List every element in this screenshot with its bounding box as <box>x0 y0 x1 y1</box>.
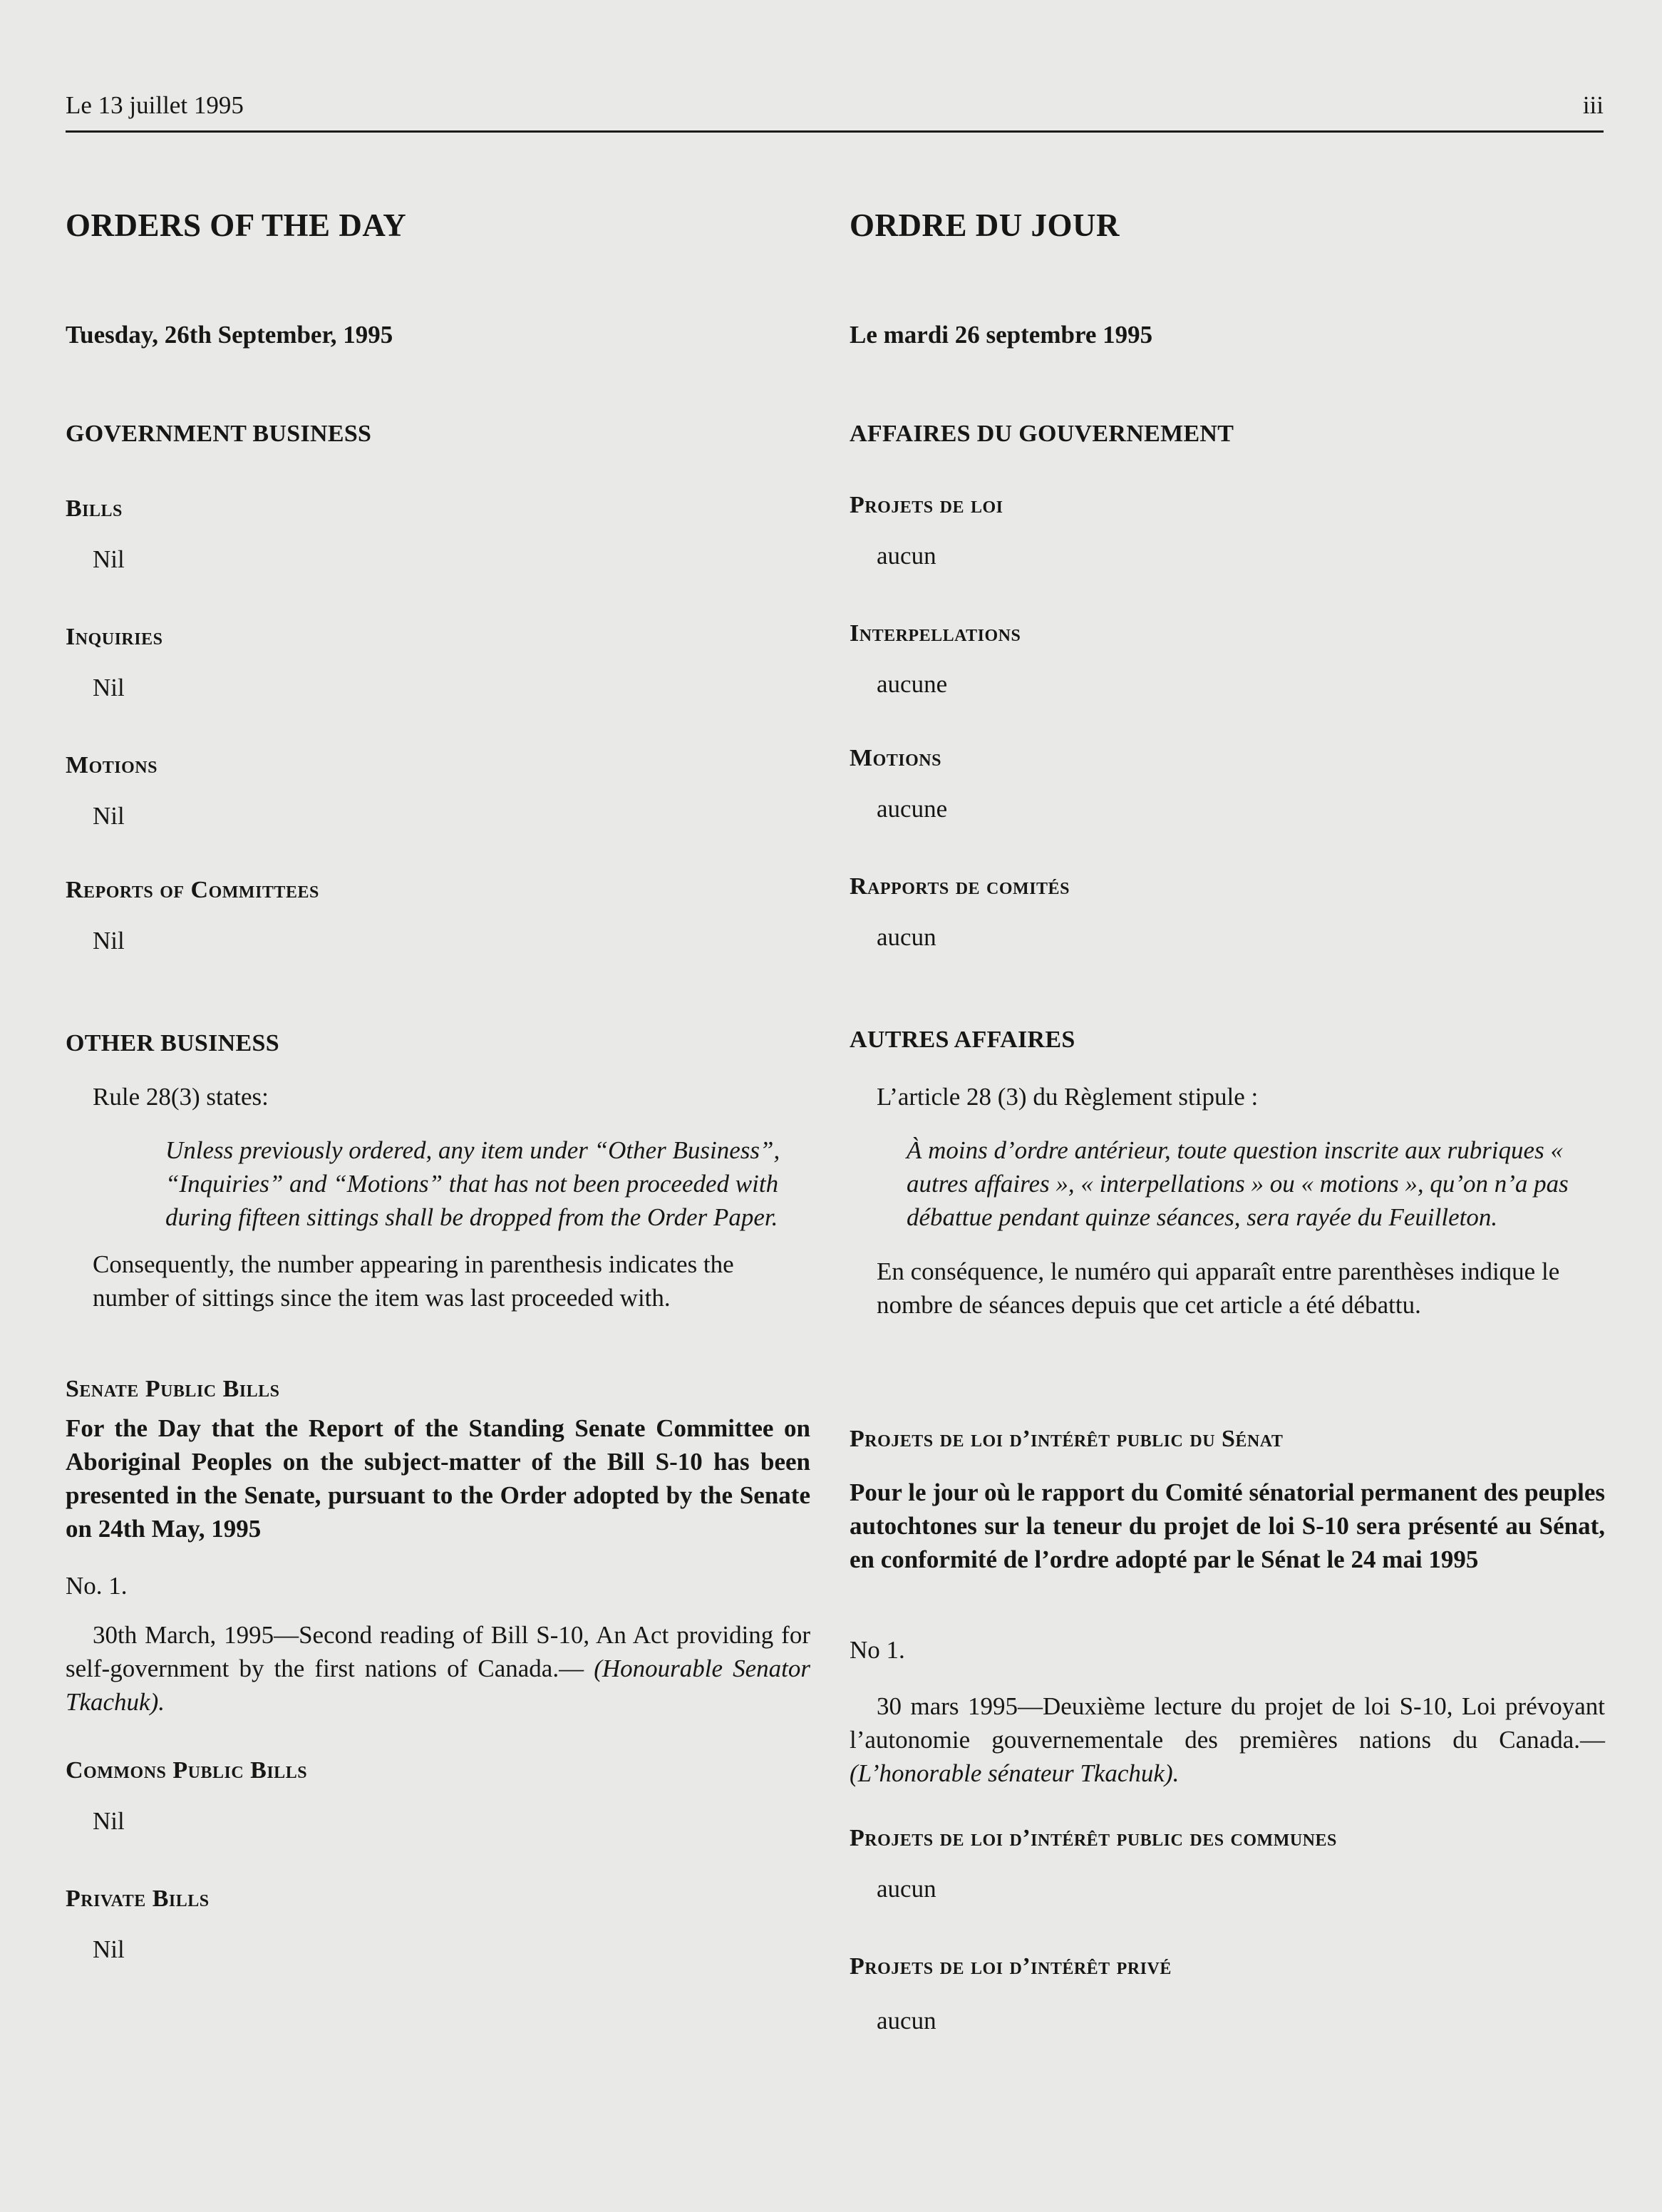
rule-quote-fr: À moins d’ordre antérieur, toute question inscrite aux rubriques « autres affaires », « interpellations » ou « motions », qu’on n’a pas débattue pendant quinze séances, sera rayée du Feuilleton. <box>907 1136 1569 1231</box>
bills-heading: Bills <box>66 495 123 522</box>
government-business-heading-fr: AFFAIRES DU GOUVERNEMENT <box>850 421 1234 447</box>
page-title: ORDERS OF THE DAY <box>66 207 407 243</box>
sitting-date: Tuesday, 26th September, 1995 <box>66 321 393 349</box>
bills-heading-fr: Projets de loi <box>850 492 1003 518</box>
commons-public-bills-heading-fr: Projets de loi d’intérêt public des communes <box>850 1825 1337 1851</box>
page-number: iii <box>1582 91 1604 119</box>
inquiries-heading: Inquiries <box>66 624 163 650</box>
rule-intro-fr: L’article 28 (3) du Règlement stipule : <box>877 1083 1259 1111</box>
motions-value-fr: aucune <box>877 795 948 823</box>
item-sponsor: (Honourable Senator Tkachuk). <box>66 1655 810 1716</box>
inquiries-value-fr: aucune <box>877 670 948 698</box>
item-text-fr <box>850 1689 1605 1790</box>
private-bills-heading: Private Bills <box>66 1886 210 1912</box>
page-title-fr: ORDRE DU JOUR <box>850 207 1120 243</box>
government-business-heading: GOVERNMENT BUSINESS <box>66 421 372 447</box>
item-sponsor-fr: (L’honorable sénateur Tkachuk). <box>850 1759 1180 1787</box>
item-number-fr: No 1. <box>850 1636 905 1664</box>
commons-public-bills-value-fr: aucun <box>877 1875 936 1903</box>
other-business-heading: OTHER BUSINESS <box>66 1030 279 1056</box>
private-bills-value: Nil <box>93 1935 125 1963</box>
senate-public-bills-heading-fr: Projets de loi d’intérêt public du Sénat <box>850 1426 1284 1452</box>
motions-heading-fr: Motions <box>850 745 941 771</box>
rule-intro: Rule 28(3) states: <box>93 1083 269 1111</box>
order-text-fr: Pour le jour où le rapport du Comité sénatorial permanent des peuples autochtones sur la teneur du projet de loi S-10 sera présenté au Sénat, en conformité de l’ordre adopté par le Sénat le 24 mai 1995 <box>850 1478 1605 1573</box>
bills-value: Nil <box>93 545 125 573</box>
rule-quote: Unless previously ordered, any item under “Other Business”, “Inquiries” and “Motions” that has not been proceeded with during fifteen sittings shall be dropped from the Order Paper. <box>165 1136 780 1231</box>
motions-heading: Motions <box>66 752 158 778</box>
other-business-heading-fr: AUTRES AFFAIRES <box>850 1027 1075 1053</box>
reports-value-fr: aucun <box>877 923 936 951</box>
consequently-paragraph-fr: En conséquence, le numéro qui apparaît entre parenthèses indique le nombre de séances depuis que cet article a été débattu. <box>877 1257 1560 1319</box>
order-text: For the Day that the Report of the Standing Senate Committee on Aboriginal Peoples on the subject-matter of the Bill S-10 has been presented in the Senate, pursuant to the Order adopted by the Senate on 24th May, 1995 <box>66 1414 810 1543</box>
reports-value: Nil <box>93 927 125 955</box>
senate-public-bills-heading: Senate Public Bills <box>66 1376 280 1402</box>
bills-value-fr: aucun <box>877 542 936 570</box>
header-date: Le 13 juillet 1995 <box>66 91 244 119</box>
commons-public-bills-value: Nil <box>93 1807 125 1835</box>
header-rule <box>66 130 1604 133</box>
inquiries-heading-fr: Interpellations <box>850 620 1021 647</box>
motions-value: Nil <box>93 802 125 830</box>
item-number: No. 1. <box>66 1572 128 1600</box>
consequently-paragraph: Consequently, the number appearing in parenthesis indicates the number of sittings since the item was last proceeded with. <box>93 1250 734 1312</box>
item-description-fr: 30 mars 1995—Deuxième lecture du projet de loi S-10, Loi prévoyant l’autonomie gouvernementale des premières nations du Canada.— <box>850 1692 1605 1754</box>
item-text <box>66 1618 810 1719</box>
commons-public-bills-heading: Commons Public Bills <box>66 1757 308 1784</box>
reports-heading: Reports of Committees <box>66 877 319 903</box>
inquiries-value: Nil <box>93 674 125 701</box>
item-description: 30th March, 1995—Second reading of Bill S-10, An Act providing for self-government by the first nations of Canada.— <box>66 1621 810 1682</box>
sitting-date-fr: Le mardi 26 septembre 1995 <box>850 321 1153 349</box>
reports-heading-fr: Rapports de comités <box>850 873 1070 900</box>
private-bills-heading-fr: Projets de loi d’intérêt privé <box>850 1953 1172 1980</box>
private-bills-value-fr: aucun <box>877 2007 936 2034</box>
